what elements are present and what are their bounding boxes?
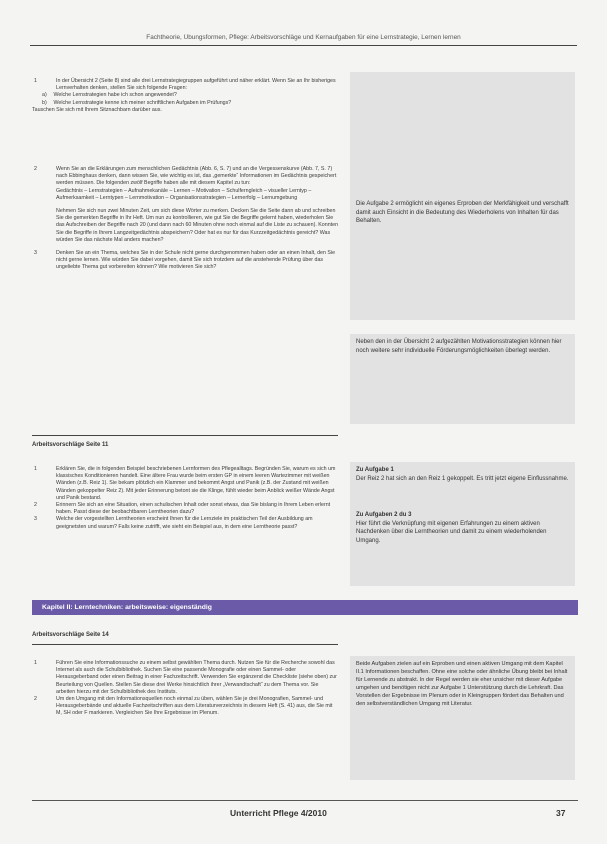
task-number: 1 bbox=[34, 466, 37, 472]
section-heading: Arbeitsvorschläge Seite 14 bbox=[32, 632, 109, 638]
task-number: 2 bbox=[34, 696, 37, 703]
footer-title: Unterricht Pflege 4/2010 bbox=[230, 808, 327, 818]
task-number: 2 bbox=[34, 166, 37, 172]
info-box-4 bbox=[350, 656, 575, 780]
sub-label: b) bbox=[42, 99, 47, 106]
task-number: 2 bbox=[34, 502, 37, 509]
task-block-2 bbox=[32, 166, 338, 272]
sub-label: a) bbox=[42, 92, 47, 99]
task-text: Um den Umgang mit den Informationsquellen noch einmal zu üben, wählen Sie je drei Monografien, Sammel- und Herausgeberbände und aktuelle Fachzeitschriften aus dem Literaturverzeichnis in diesem Heft (S. 41) aus, die Sie mit M, SH oder F markieren. Vergleichen Sie Ihre Ergebnisse im Plenum. bbox=[56, 696, 333, 717]
info-box-3 bbox=[350, 462, 575, 586]
task-block-1 bbox=[32, 78, 338, 114]
task-number: 1 bbox=[34, 78, 37, 84]
task-closing: Tauschen Sie sich mit Ihrem Sitznachbarn darüber aus. bbox=[32, 106, 162, 113]
task-text: Führen Sie eine Informationssuche zu einem selbst gewählten Thema durch. Nutzen Sie für die Recherche sowohl das Internet als auch die Schulbibliothek. Suchen Sie eine passende Monografie oder einen Sammel- oder Herausgeberband oder einen Beitrag in einer Fachzeitschrift. Verwenden Sie ergänzend die Checkliste (siehe oben) zur Beurteilung von Quellen. Stellen Sie diese drei Werke hinsichtlich ihrer „Verwandtschaft“ zu dem Thema vor. Sie arbeiten hierzu mit der Schulbibliothek des Instituts. bbox=[56, 660, 337, 695]
box-text: Beide Aufgaben zielen auf ein Erproben und einen aktiven Umgang mit dem Kapitel II.1 Informationen beschaffen. Ohne eine solche oder ähnliche Übung bleibt bei Inhalt für Lernende zu abstrakt. In der Regel werden sie eher unsicher mit dieser Aufgabe umgehen und benötigen nicht zur Aufgabe 1 Unterstützung durch die Lehrkraft. Das Vorstellen der Ergebnisse im Plenum oder in Kleingruppen fördert das Behalten und den selbstverständlichen Umgang mit Literatur. bbox=[356, 661, 568, 707]
box-text: Hier führt die Verknüpfung mit eigenen Erfahrungen zu einem aktiven Nachdenken über die Lerntheorien und damit zu einem wiederholenden Umgang. bbox=[356, 520, 547, 544]
task-item bbox=[32, 696, 338, 718]
task-paragraph bbox=[32, 208, 338, 244]
section-1-tasks bbox=[32, 466, 338, 531]
box-text: Neben den in der Übersicht 2 aufgezählten Motivationsstrategien können hier noch weitere sehr individuelle Förderungsmöglichkeiten überlegt werden. bbox=[356, 339, 562, 354]
task-text: Denken Sie an ein Thema, welches Sie in der Schule nicht gerne durchgenommen haben oder an einen Inhalt, den Sie nicht gerne lernen. Wie würden Sie dabei vorgehen, damit Sie sich trotzdem auf die anstehende Prüfung über das ungeliebte Thema gut vorbereiten können? Wie motivieren Sie sich? bbox=[56, 250, 336, 271]
footer-rule bbox=[32, 800, 578, 801]
info-box-1 bbox=[350, 72, 575, 320]
task-text: Welche der vorgestellten Lerntheorien erscheint Ihnen für die Lernziele im praktischen Teil der Ausbildung am geeignetsten und warum? Falls keine zutrifft, wie sieht ein Beispiel aus, in dem eine Lerntheorie passt? bbox=[56, 516, 313, 530]
task-number: 3 bbox=[34, 250, 37, 257]
sub-text: Welche Lernstrategien habe ich schon angewendet? bbox=[53, 92, 177, 99]
box-title: Zu Aufgabe 1 bbox=[356, 467, 394, 473]
task-text: Erinnern Sie sich an eine Situation, einen schulischen Inhalt oder sonst etwas, das Sie bislang in Ihrem Leben erlernt haben. Passt diese der beobachtbaren Lerntheorien dazu? bbox=[56, 502, 331, 516]
task-item bbox=[32, 250, 338, 272]
section-rule bbox=[32, 644, 338, 645]
box-text: Der Reiz 2 hat sich an den Reiz 1 gekoppelt. Es tritt jetzt eigene Einflussnahme. bbox=[356, 475, 569, 482]
task-number: 1 bbox=[34, 660, 37, 666]
terms-text: Gedächtnis – Lernstrategien – Aufnahmekanäle – Lernen – Motivation – Schulferngleich – visueller Lerntyp – Aufmerksamkeit – Lerntypen – Lernmotivation – Organisationsstrategien – Lernerfolg – Lernumgebung bbox=[56, 187, 312, 201]
task-item bbox=[32, 660, 338, 696]
sub-question-a bbox=[32, 92, 338, 99]
box-text: Die Aufgabe 2 ermöglicht ein eigenes Erproben der Merkfähigkeit und verschafft damit auch Einsicht in die Bedeutung des Wiederholens von Inhalten für das Behalten. bbox=[356, 201, 569, 225]
task-text: Wenn Sie an die Erklärungen zum menschlichen Gedächtnis (Abb. 6, S. 7) und an die Vergessenskurve (Abb. 7, S. 7) nach Ebbinghaus denken, dann wissen Sie, wie wichtig es ist, das „gemerkte“ Informationen im Gedächtnis gespeichert werden müssen. Die folgenden zwölf Begriffe haben alle mit diesem Kapitel zu tun: bbox=[56, 166, 337, 187]
term-list bbox=[32, 188, 338, 202]
task-item bbox=[32, 78, 338, 92]
chapter-banner: Kapitel II: Lerntechniken: arbeitsweise: eigenständig bbox=[32, 600, 578, 615]
task-text: Erklären Sie, die in folgenden Beispiel beschriebenen Lernformen des Pflegealltags. Begründen Sie, warum es sich um klassisches Konditionieren handelt. Eine ältere Frau wurde beim ersten GP in einem leeren Wartezimmer mit weißen Wänden (z.B. Reiz 1). Sie bekam plötzlich ein Klammer und bekommt Angst und Panik (z.B. der Zustand mit weißen Wänden gekoppelter Reiz 2). Mit jeder Erinnerung betont sie die Klinge, fühlt wieder beim Anblick weißer Wände Angst und Panik bestand. bbox=[56, 466, 336, 501]
info-box-2 bbox=[350, 334, 575, 424]
task-item bbox=[32, 502, 338, 516]
task-item bbox=[32, 516, 338, 530]
section-rule bbox=[32, 435, 338, 436]
task-item bbox=[32, 466, 338, 502]
task-item bbox=[32, 166, 338, 188]
task-number: 3 bbox=[34, 516, 37, 523]
sub-text: Welche Lernstrategie kenne ich meiner schriftlichen Aufgaben im Prüfungs? bbox=[53, 99, 232, 106]
paragraph-text: Nehmen Sie sich nun zwei Minuten Zeit, um sich diese Wörter zu merken. Decken Sie die Seite dann ab und schreiben Sie die gemerkten Begriffe in Ihr Heft. Um nun zu kontrollieren, wie gut Sie die Begriffe gelernt haben, wiederholen Sie das Aufschreiben der Begriffe nach 20 (und dann nach 60 Minuten ohne noch einmal auf die Liste zu schauen). Konnten Sie die Begriffe in Ihrem Langzeitgedächtnis abspeichern? Oder hat es nur für das Kurzzeitgedächtnis gereicht? Was würden Sie das nächste Mal anders machen? bbox=[56, 208, 339, 243]
section-heading: Arbeitsvorschläge Seite 11 bbox=[32, 442, 109, 448]
sub-question-b bbox=[32, 100, 338, 107]
section-2-tasks bbox=[32, 660, 338, 718]
task-text: In der Übersicht 2 (Seite 8) sind alle drei Lernstrategiegruppen aufgeführt und näher erklärt. Wenn Sie an Ihr bisheriges Lernverhalten denken, stellen Sie sich folgende Fragen: bbox=[56, 78, 336, 92]
page-number: 37 bbox=[556, 808, 566, 818]
running-header: Fachtheorie, Übungsformen, Pflege: Arbeitsvorschläge und Kernaufgaben für eine Lernstrategie, Lernen lernen bbox=[30, 34, 577, 46]
box-title: Zu Aufgaben 2 du 3 bbox=[356, 512, 412, 519]
